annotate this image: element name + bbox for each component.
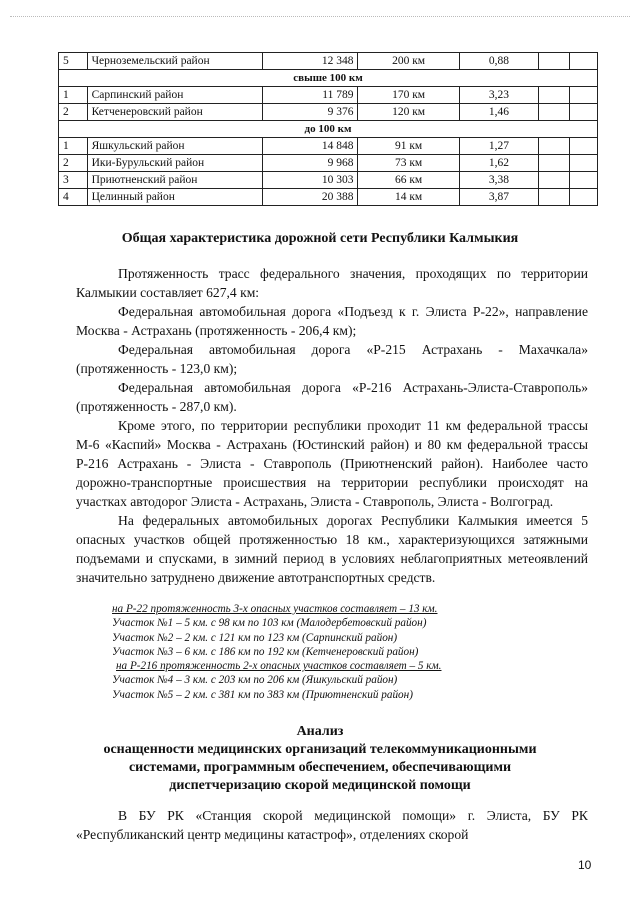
segment-group-title: на Р-22 протяженность 3-х опасных участков составляет – 13 км.: [112, 603, 438, 615]
coefficient-cell: 0,88: [459, 53, 538, 70]
district-name-cell: Ики-Бурульский район: [87, 155, 263, 172]
section-heading-line: оснащенности медицинских организаций телекоммуникационными: [103, 742, 537, 757]
empty-cell: [539, 138, 569, 155]
row-number-cell: 2: [59, 155, 88, 172]
table-row: [59, 53, 598, 70]
empty-cell: [569, 87, 597, 104]
segment-item: Участок №4 – 3 км. с 203 км по 206 км (Яшкульский район): [112, 674, 398, 687]
empty-cell: [539, 87, 569, 104]
empty-cell: [569, 104, 597, 121]
row-number-cell: 1: [59, 138, 88, 155]
dangerous-segments-list: [112, 602, 552, 702]
population-cell: 9 968: [263, 155, 358, 172]
segment-item: Участок №2 – 2 км. с 121 км по 123 км (Сарпинский район): [112, 631, 398, 644]
population-cell: 9 376: [263, 104, 358, 121]
empty-cell: [539, 172, 569, 189]
distance-cell: 73 км: [358, 155, 459, 172]
district-name-cell: Сарпинский район: [87, 87, 263, 104]
table-row: [59, 189, 598, 206]
coefficient-cell: 1,46: [459, 104, 538, 121]
empty-cell: [569, 53, 597, 70]
group-label: свыше 100 км: [59, 70, 598, 87]
paragraph: На федеральных автомобильных дорогах Республики Калмыкия имеется 5 опасных участков общей протяженностью 18 км., характеризующихся затяжными подъемами и спусками, в зимний период в условиях неблагоприятных метеоявлений значительно затруднено движение автотранспортных средств.: [76, 513, 588, 585]
distance-cell: 120 км: [358, 104, 459, 121]
row-number-cell: 5: [59, 53, 88, 70]
district-name-cell: Целинный район: [87, 189, 263, 206]
empty-cell: [569, 138, 597, 155]
segment-group-title: на Р-216 протяженность 2-х опасных участков составляет – 5 км.: [116, 660, 442, 673]
coefficient-cell: 3,38: [459, 172, 538, 189]
table-row: [59, 87, 598, 104]
district-name-cell: Приютненский район: [87, 172, 263, 189]
coefficient-cell: 1,62: [459, 155, 538, 172]
segment-item: Участок №5 – 2 км. с 381 км по 383 км (Приютненский район): [112, 688, 413, 701]
distance-cell: 200 км: [358, 53, 459, 70]
group-label: до 100 км: [59, 121, 598, 138]
empty-cell: [539, 155, 569, 172]
row-number-cell: 4: [59, 189, 88, 206]
distance-cell: 170 км: [358, 87, 459, 104]
section-heading-line: системами, программным обеспечением, обеспечивающими: [128, 760, 512, 775]
segment-item: Участок №3 – 6 км. с 186 км по 192 км (Кетченеровский район): [112, 645, 419, 658]
row-number-cell: 3: [59, 172, 88, 189]
paragraph: Федеральная автомобильная дорога «Подъезд к г. Элиста Р-22», направление Москва - Астрахань (протяженность - 206,4 км);: [76, 304, 588, 338]
segment-item: Участок №1 – 5 км. с 98 км по 103 км (Малодербетовский район): [112, 617, 427, 630]
row-number-cell: 2: [59, 104, 88, 121]
population-cell: 10 303: [263, 172, 358, 189]
table-group-row: [59, 121, 598, 138]
empty-cell: [569, 172, 597, 189]
section-body-analysis: [76, 806, 588, 844]
empty-cell: [539, 104, 569, 121]
page-number: 10: [578, 858, 592, 872]
paragraph: Федеральная автомобильная дорога «Р-216 Астрахань-Элиста-Ставрополь» (протяженность - 287,0 км).: [76, 380, 588, 414]
distance-cell: 66 км: [358, 172, 459, 189]
empty-cell: [569, 189, 597, 206]
population-cell: 20 388: [263, 189, 358, 206]
paragraph: В БУ РК «Станция скорой медицинской помощи» г. Элиста, БУ РК «Республиканский центр медицины катастроф», отделениях скорой: [76, 808, 588, 842]
population-cell: 12 348: [263, 53, 358, 70]
district-name-cell: Кетченеровский район: [87, 104, 263, 121]
table-row: [59, 104, 598, 121]
paragraph: Протяженность трасс федерального значения, проходящих по территории Калмыкии составляет 627,4 км:: [76, 266, 588, 300]
table-row: [59, 172, 598, 189]
table-row: [59, 138, 598, 155]
coefficient-cell: 3,23: [459, 87, 538, 104]
district-name-cell: Яшкульский район: [87, 138, 263, 155]
distance-cell: 14 км: [358, 189, 459, 206]
table-group-row: [59, 70, 598, 87]
population-cell: 14 848: [263, 138, 358, 155]
district-name-cell: Черноземельский район: [87, 53, 263, 70]
empty-cell: [539, 189, 569, 206]
empty-cell: [539, 53, 569, 70]
scan-edge: [10, 16, 630, 17]
coefficient-cell: 1,27: [459, 138, 538, 155]
paragraph: Федеральная автомобильная дорога «Р-215 Астрахань - Махачкала» (протяженность - 123,0 км);: [76, 342, 588, 376]
row-number-cell: 1: [59, 87, 88, 104]
districts-table: [58, 52, 598, 206]
population-cell: 11 789: [263, 87, 358, 104]
section-heading-line: Анализ: [296, 724, 344, 739]
distance-cell: 91 км: [358, 138, 459, 155]
paragraph: Кроме этого, по территории республики проходит 11 км федеральной трассы М-6 «Каспий» Москва - Астрахань (Юстинский район) и 80 км федеральной трассы Р-216 Астрахань - Элиста - Ставрополь (Приютненский район). Наиболее часто дорожно-транспортные происшествия на территории республики происходят на участках автодорог Элиста - Астрахань, Элиста - Ставрополь, Элиста - Волгоград.: [76, 418, 588, 509]
section-body-road-network: [76, 264, 588, 587]
coefficient-cell: 3,87: [459, 189, 538, 206]
section-heading-road-network: Общая характеристика дорожной сети Республики Калмыкия: [121, 231, 519, 246]
empty-cell: [569, 155, 597, 172]
section-heading-line: диспетчеризацию скорой медицинской помощи: [169, 778, 471, 793]
table-row: [59, 155, 598, 172]
